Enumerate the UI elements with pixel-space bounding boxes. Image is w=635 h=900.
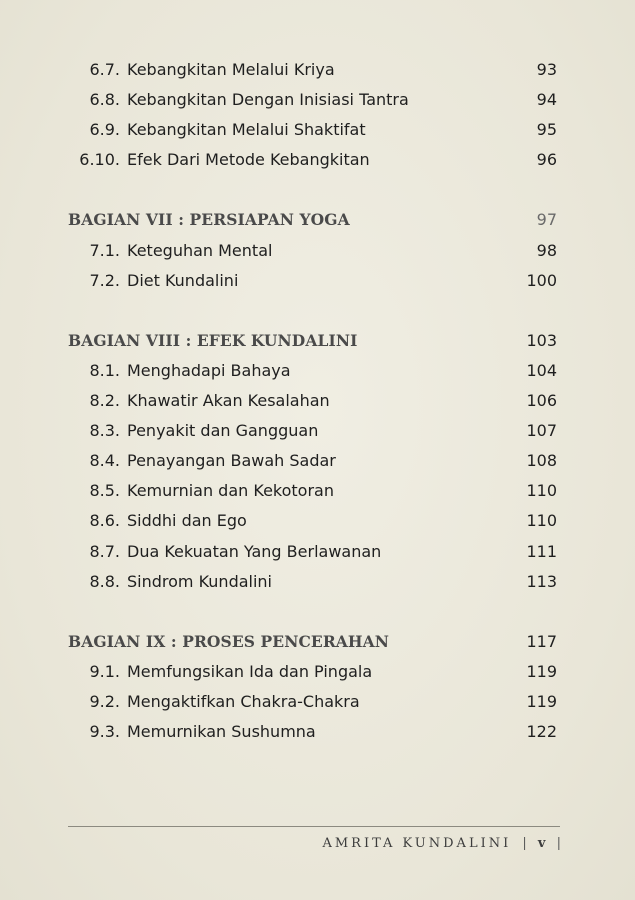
entry-number: 7.1.	[89, 240, 120, 260]
entry-page: 111	[526, 541, 557, 561]
entry-page: 107	[526, 421, 557, 441]
entry-title: Memfungsikan Ida dan Pingala	[127, 661, 373, 681]
entry-number: 7.2.	[89, 270, 120, 290]
entry-title: Mengaktifkan Chakra-Chakra	[127, 691, 360, 711]
footer-book-title: AMRITA KUNDALINI	[322, 836, 512, 851]
entry-title: Kebangkitan Melalui Shaktifat	[127, 120, 366, 140]
toc-section-heading[interactable]	[0, 205, 635, 235]
entry-page: 108	[526, 451, 557, 471]
entry-page: 119	[526, 661, 557, 681]
section-title: BAGIAN VIII : EFEK KUNDALINI	[68, 330, 358, 350]
toc-entry[interactable]	[0, 145, 635, 175]
entry-title: Sindrom Kundalini	[127, 571, 272, 591]
toc-entry[interactable]	[0, 537, 635, 567]
toc-entry[interactable]	[0, 266, 635, 296]
entry-number: 6.9.	[89, 120, 120, 140]
section-title: BAGIAN IX : PROSES PENCERAHAN	[68, 631, 390, 651]
entry-number: 9.1.	[89, 661, 120, 681]
entry-title: Keteguhan Mental	[127, 240, 273, 260]
entry-page: 96	[536, 150, 557, 170]
entry-number: 8.1.	[89, 360, 120, 380]
toc-entry[interactable]	[0, 687, 635, 717]
entry-title: Dua Kekuatan Yang Berlawanan	[127, 541, 382, 561]
toc-section-heading[interactable]	[0, 326, 635, 356]
entry-page: 110	[526, 511, 557, 531]
section-page: 103	[526, 330, 557, 350]
toc-entry[interactable]	[0, 85, 635, 115]
entry-number: 8.6.	[89, 511, 120, 531]
toc-entry[interactable]	[0, 476, 635, 506]
footer-divider	[68, 826, 560, 827]
entry-title: Menghadapi Bahaya	[127, 360, 291, 380]
toc-entry[interactable]	[0, 446, 635, 476]
entry-page: 122	[526, 722, 557, 742]
entry-title: Penayangan Bawah Sadar	[127, 451, 336, 471]
toc-entry[interactable]	[0, 115, 635, 145]
entry-title: Memurnikan Sushumna	[127, 722, 316, 742]
entry-number: 9.2.	[89, 691, 120, 711]
entry-page: 110	[526, 481, 557, 501]
entry-number: 8.4.	[89, 451, 120, 471]
entry-page: 100	[526, 270, 557, 290]
toc-entry[interactable]	[0, 386, 635, 416]
footer-separator: |	[556, 836, 561, 851]
toc-entry[interactable]	[0, 567, 635, 597]
entry-title: Diet Kundalini	[127, 270, 239, 290]
toc-entry[interactable]	[0, 356, 635, 386]
entry-title: Siddhi dan Ego	[127, 511, 247, 531]
entry-number: 9.3.	[89, 722, 120, 742]
toc-entry[interactable]	[0, 506, 635, 536]
section-page: 117	[526, 631, 557, 651]
entry-number: 6.10.	[79, 150, 120, 170]
entry-title: Kemurnian dan Kekotoran	[127, 481, 334, 501]
entry-page: 104	[526, 360, 557, 380]
toc-entry[interactable]	[0, 657, 635, 687]
entry-title: Kebangkitan Melalui Kriya	[127, 60, 335, 79]
table-of-contents	[0, 55, 635, 747]
toc-entry[interactable]	[0, 416, 635, 446]
entry-page: 94	[536, 90, 557, 110]
entry-number: 8.5.	[89, 481, 120, 501]
entry-page: 95	[536, 120, 557, 140]
toc-section-heading[interactable]	[0, 627, 635, 657]
footer-separator: |	[522, 836, 527, 851]
entry-number: 8.2.	[89, 391, 120, 411]
entry-number: 6.7.	[89, 60, 120, 79]
toc-entry[interactable]	[0, 717, 635, 747]
entry-title: Penyakit dan Gangguan	[127, 421, 319, 441]
entry-page: 93	[536, 60, 557, 79]
entry-number: 6.8.	[89, 90, 120, 110]
entry-number: 8.3.	[89, 421, 120, 441]
entry-number: 8.8.	[89, 571, 120, 591]
running-footer	[322, 836, 565, 851]
entry-number: 8.7.	[89, 541, 120, 561]
entry-page: 106	[526, 391, 557, 411]
entry-page: 113	[526, 571, 557, 591]
section-page: 97	[536, 210, 557, 230]
toc-entry[interactable]	[0, 55, 635, 85]
footer-page-number: v	[537, 836, 546, 851]
entry-title: Khawatir Akan Kesalahan	[127, 391, 330, 411]
section-title: BAGIAN VII : PERSIAPAN YOGA	[68, 210, 350, 230]
entry-page: 98	[536, 240, 557, 260]
entry-page: 119	[526, 691, 557, 711]
entry-title: Efek Dari Metode Kebangkitan	[127, 150, 370, 170]
toc-entry[interactable]	[0, 236, 635, 266]
entry-title: Kebangkitan Dengan Inisiasi Tantra	[127, 90, 409, 110]
